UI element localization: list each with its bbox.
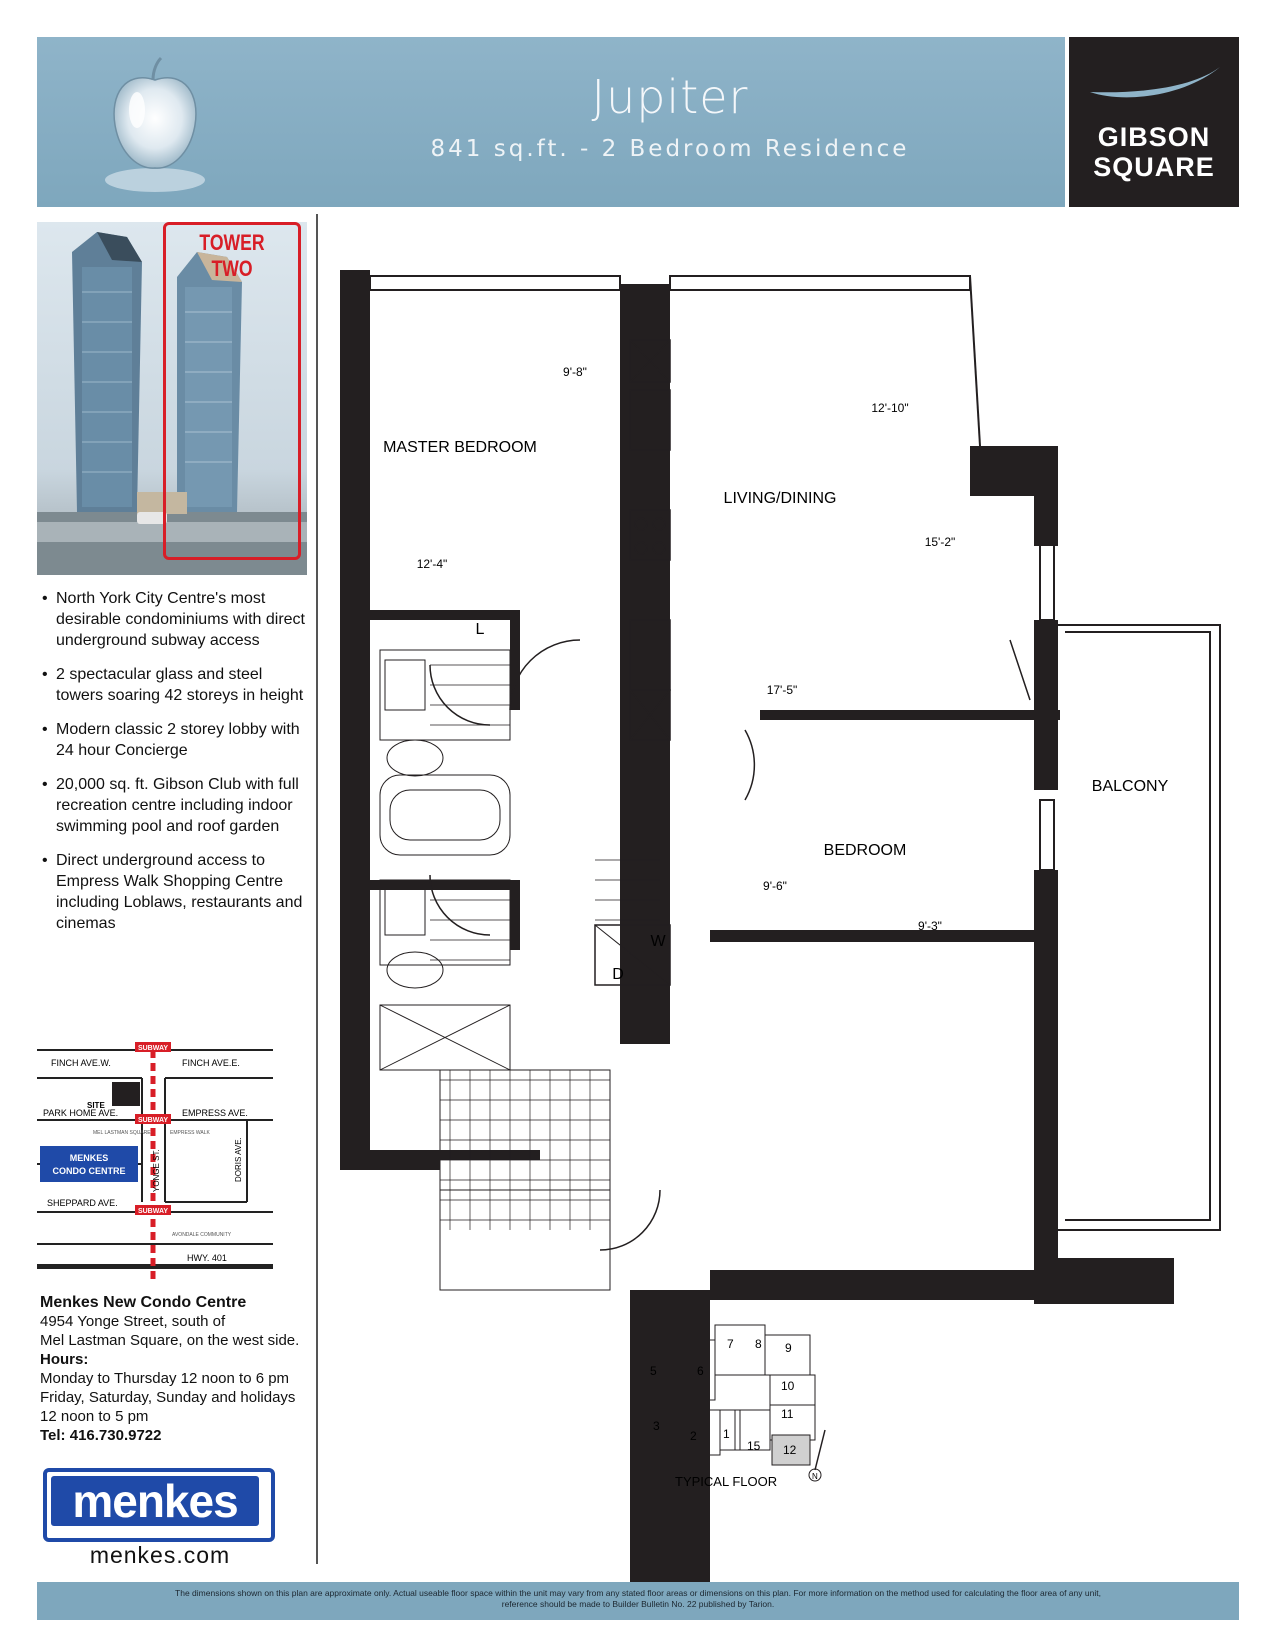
floor-plan (330, 270, 1230, 1590)
key-unit-2: 2 (690, 1429, 697, 1443)
feature-item: • 2 spectacular glass and steel towers soaring 42 storeys in height (40, 664, 305, 706)
north-arrow-icon (809, 1430, 825, 1481)
hours-label: Hours: (40, 1351, 89, 1368)
unit-title: Jupiter (591, 70, 749, 124)
disclaimer-footer (37, 1582, 1239, 1620)
brand-line-2: SQUARE (1093, 152, 1215, 182)
brand-name (1069, 122, 1239, 182)
map-menkes-1: MENKES (69, 1153, 109, 1163)
contact-address-2: Mel Lastman Square, on the west side. (40, 1332, 300, 1349)
map-empress-walk: EMPRESS WALK (170, 1130, 210, 1136)
map-empress: EMPRESS AVE. (182, 1108, 248, 1118)
dim-living-width: 12'-10" (871, 401, 909, 415)
key-unit-15: 15 (747, 1439, 761, 1453)
subway-label-1: SUBWAY (137, 1045, 169, 1052)
map-park-home: PARK HOME AVE. (43, 1108, 119, 1118)
washer-label: W (650, 933, 666, 950)
map-finch-east: FINCH AVE.E. (182, 1058, 240, 1068)
feature-item: • North York City Centre's most desirable condominiums with direct underground subway access (40, 588, 305, 651)
menkes-logo-text: menkes (51, 1476, 259, 1526)
map-site: SITE (87, 1101, 105, 1110)
map-mel-lastman: MEL LASTMAN SQUARE (93, 1130, 151, 1136)
map-avondale: AVONDALE COMMUNITY (172, 1232, 232, 1238)
dryer-label: D (612, 966, 624, 983)
key-unit-8: 8 (755, 1337, 762, 1351)
key-unit-11: 11 (781, 1407, 794, 1421)
typical-floor-label: TYPICAL FLOOR (675, 1474, 778, 1489)
linen-closet-label: L (475, 621, 485, 638)
map-doris: DORIS AVE. (234, 1137, 243, 1182)
key-unit-6: 6 (697, 1364, 704, 1378)
map-finch-west: FINCH AVE.W. (51, 1058, 111, 1068)
room-master-bedroom: MASTER BEDROOM (383, 439, 537, 456)
dim-living-length: 17'-5" (766, 683, 798, 697)
bathrooms (380, 650, 610, 1290)
site-marker (112, 1082, 140, 1106)
menkes-condo-centre-marker (40, 1146, 138, 1182)
feature-item: • 20,000 sq. ft. Gibson Club with full recreation centre including indoor swimming pool and roof garden (40, 774, 305, 837)
hours-line-2: Friday, Saturday, Sunday and holidays (40, 1389, 296, 1406)
room-living-dining: LIVING/DINING (723, 490, 837, 507)
feature-item: • Direct underground access to Empress Walk Shopping Centre including Loblaws, restaurants and cinemas (40, 850, 305, 934)
svg-text:N: N (812, 1472, 818, 1481)
dim-bedroom-depth: 9'-3" (918, 919, 942, 933)
contact-phone: Tel: 416.730.9722 (40, 1427, 162, 1444)
tower-two-label: TOWER TWO (199, 230, 265, 281)
dim-master-depth: 12'-4" (416, 557, 448, 571)
unit-subtitle: 841 sq.ft. - 2 Bedroom Residence (430, 136, 910, 162)
room-bedroom: BEDROOM (823, 842, 907, 859)
map-hwy: HWY. 401 (187, 1253, 227, 1263)
map-menkes-2: CONDO CENTRE (52, 1166, 126, 1176)
feature-item: • Modern classic 2 storey lobby with 24 hour Concierge (40, 719, 305, 761)
disclaimer-line-1: The dimensions shown on this plan are approximate only. Actual useable floor space within the unit may vary from any stated floor areas or dimensions on this plan. For more information on the method used for calculating the floor area of any unit, (175, 1588, 1101, 1598)
room-balcony: BALCONY (1091, 778, 1169, 795)
key-unit-9: 9 (785, 1341, 792, 1355)
map-yonge: YONGE ST. (152, 1149, 161, 1192)
swoosh-icon (1085, 64, 1225, 104)
dim-bedroom-width: 9'-6" (763, 879, 787, 893)
location-map (37, 1042, 273, 1282)
hours-line-1: Monday to Thursday 12 noon to 6 pm (40, 1370, 290, 1387)
key-unit-12: 12 (783, 1443, 797, 1457)
dim-living-depth: 15'-2" (924, 535, 956, 549)
hours-line-3: 12 noon to 5 pm (40, 1408, 149, 1425)
key-unit-10: 10 (781, 1379, 795, 1393)
key-unit-1: 1 (723, 1427, 730, 1441)
menkes-url[interactable]: menkes.com (89, 1542, 231, 1568)
windows (370, 276, 1220, 1230)
feature-list (40, 588, 305, 947)
glass-apple-icon (95, 50, 215, 200)
contact-name: Menkes New Condo Centre (40, 1294, 247, 1311)
subway-label-2: SUBWAY (137, 1117, 169, 1124)
contact-block (40, 1293, 310, 1445)
key-unit-5: 5 (650, 1364, 657, 1378)
key-unit-7: 7 (727, 1337, 734, 1351)
contact-address-1: 4954 Yonge Street, south of (40, 1313, 226, 1330)
disclaimer-line-2: reference should be made to Builder Bulletin No. 22 published by Tarion. (501, 1599, 775, 1609)
key-unit-3: 3 (653, 1419, 660, 1433)
column-divider (316, 214, 318, 1564)
map-sheppard: SHEPPARD AVE. (47, 1198, 118, 1208)
dim-master-width: 9'-8" (563, 365, 587, 379)
subway-label-3: SUBWAY (137, 1208, 169, 1215)
kitchen-column (620, 284, 670, 1044)
brand-line-1: GIBSON (1097, 122, 1211, 152)
